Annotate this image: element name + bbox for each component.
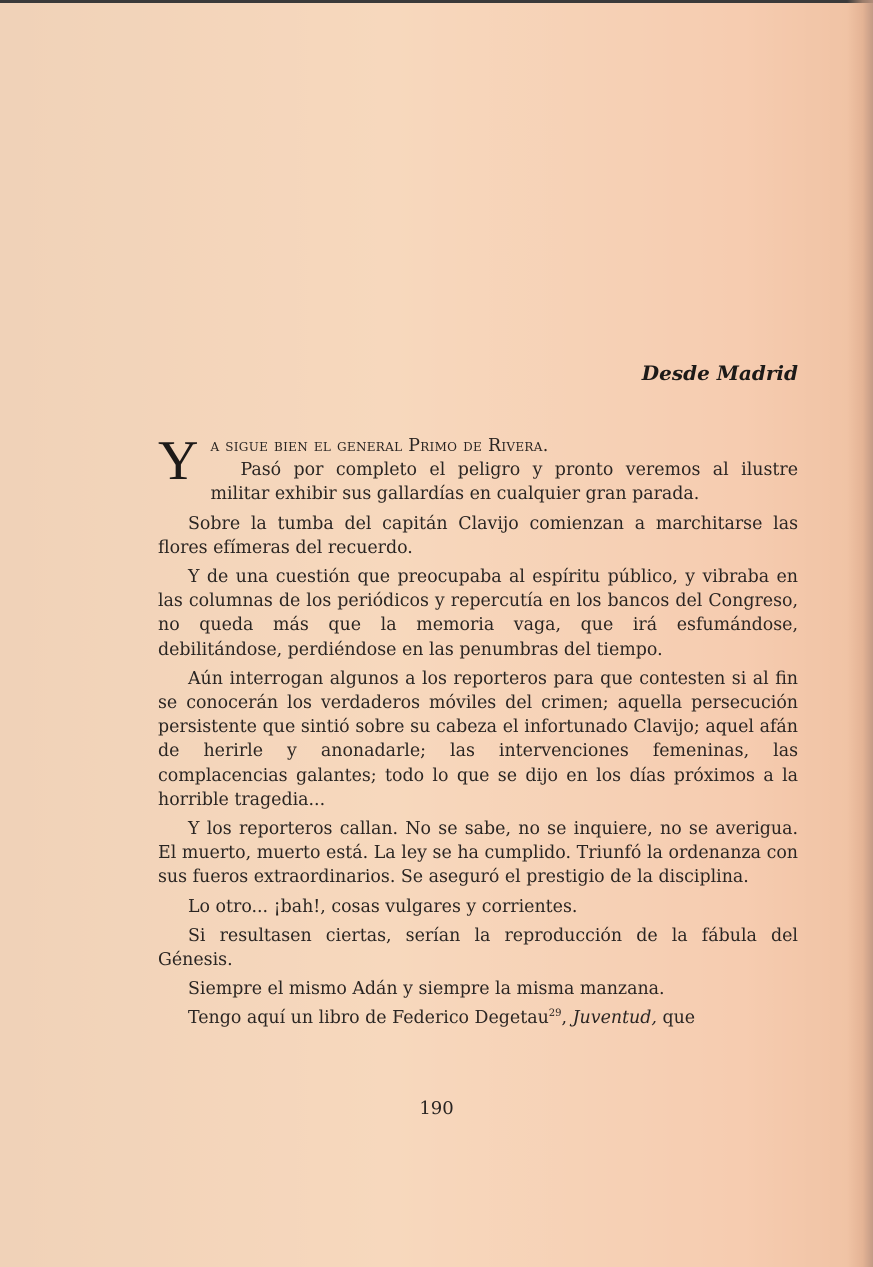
paragraph-5: Y los reporteros callan. No se sabe, no se inquiere, no se averigua. El muerto, muerto está. La ley se ha cumplido. Triunfó la ordenanza con sus fueros extraordinarios. Se aseguró el prestigio de la disciplina. — [158, 819, 798, 888]
paragraph-9-end: que — [656, 1008, 696, 1029]
paragraph-9-sep: , — [561, 1008, 573, 1029]
footnote-marker: 29 — [548, 1008, 562, 1020]
paragraph-9-text: Tengo aquí un libro de Federico Degetau — [188, 1008, 549, 1029]
paragraph-2: Sobre la tumba del capitán Clavijo comienzan a marchitarse las flores efímeras del recuerdo. — [158, 513, 798, 558]
section-heading: Desde Madrid — [641, 361, 798, 385]
paragraph-6: Lo otro... ¡bah!, cosas vulgares y corrientes. — [188, 896, 578, 917]
page-number: 190 — [419, 1098, 454, 1119]
text-block — [158, 360, 798, 1036]
paragraph-9 — [158, 1006, 798, 1030]
page-right-edge — [847, 0, 873, 1267]
paragraph-1-rest — [158, 458, 798, 506]
paragraph-4: Aún interrogan algunos a los reporteros para que contesten si al fin se conocerán los verdaderos móviles del crimen; aquella persecución persistente que sintió sobre su cabeza el infortunado Clavijo; aquel afán de herirle y anonadarle; las intervenciones femeninas, las complacencias galantes; todo lo que se dijo en los días próximos a la horrible tragedia... — [158, 668, 798, 810]
book-title: Juventud, — [572, 1008, 657, 1029]
paragraph-1 — [158, 430, 798, 507]
opening-line: a sigue bien el general Primo de Rivera. — [210, 436, 549, 456]
paragraph-3: Y de una cuestión que preocupaba al espíritu público, y vibraba en las columnas de los periódicos y repercutía en los bancos del Congreso, no queda más que la memoria vaga, que irá esfumándose, debilitándose, perdiéndose en las penumbras del tiempo. — [158, 567, 798, 660]
page-top-edge — [0, 0, 873, 3]
paragraph-8: Siempre el mismo Adán y siempre la misma manzana. — [188, 979, 665, 1000]
paragraph-1-text: Pasó por completo el peligro y pronto veremos al ilustre militar exhibir sus gallardías en cualquier gran parada. — [210, 460, 798, 505]
paragraph-7: Si resultasen ciertas, serían la reproducción de la fábula del Génesis. — [158, 925, 798, 971]
drop-cap: Y — [158, 430, 199, 492]
